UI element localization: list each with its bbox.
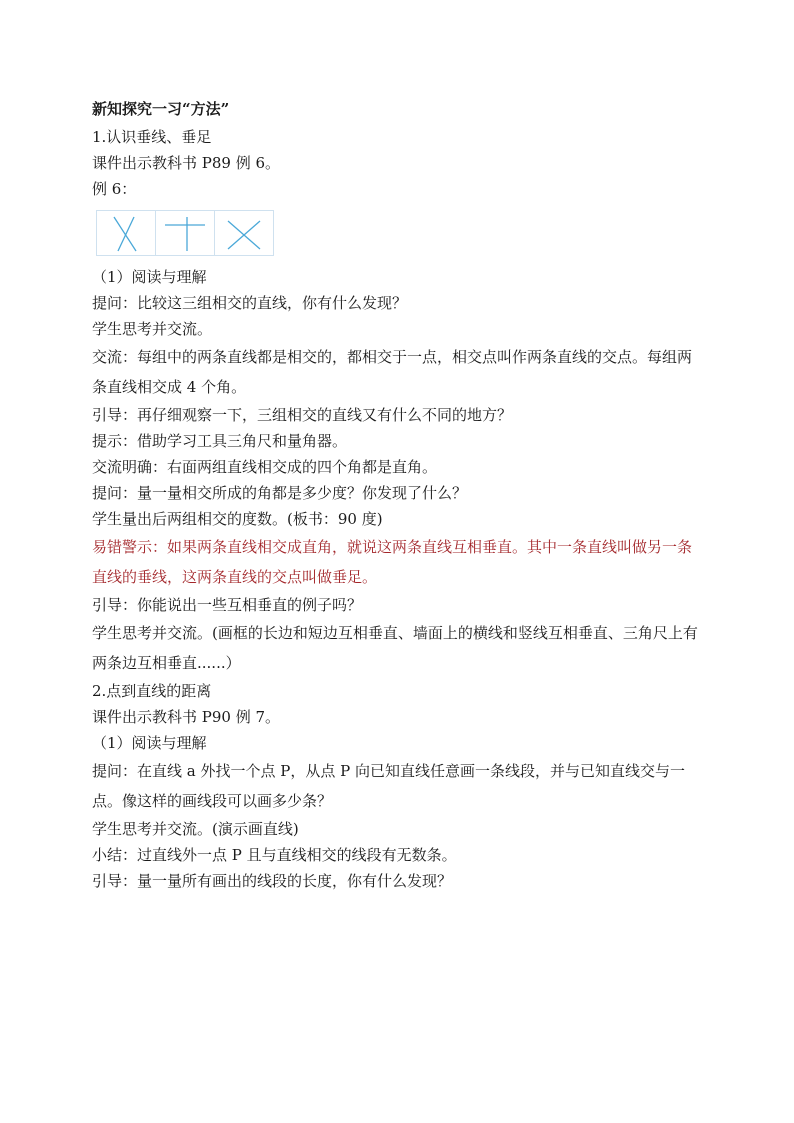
- text-line-18: 课件出示教科书 P90 例 7。: [92, 708, 281, 726]
- figure-cell-intersecting-lines-oblique: [96, 210, 156, 256]
- text-line-14: 易错警示：如果两条直线相交成直角，就说这两条直线互相垂直。其中一条直线叫做另一条直线的垂线，这两条直线的交点叫做垂足。: [92, 538, 693, 586]
- text-line-2: 课件出示教科书 P89 例 6。: [92, 154, 281, 172]
- text-line-11: 交流明确：右面两组直线相交成的四个角都是直角。: [92, 458, 438, 476]
- figure-cell-intersecting-lines-perpendicular-upright: [155, 210, 215, 256]
- text-line-12: 提问：量一量相交所成的角都是多少度？你发现了什么？: [92, 484, 468, 502]
- intersecting-lines-oblique-icon: [104, 213, 148, 253]
- text-line-23: 引导：量一量所有画出的线段的长度，你有什么发现？: [92, 872, 453, 890]
- text-line-21: 学生思考并交流。(演示画直线): [92, 820, 299, 838]
- text-line-19: （1）阅读与理解: [92, 734, 207, 752]
- text-line-22: 小结：过直线外一点 P 且与直线相交的线段有无数条。: [92, 846, 457, 864]
- text-line-5: （1）阅读与理解: [92, 268, 207, 286]
- text-line-9: 引导：再仔细观察一下，三组相交的直线又有什么不同的地方？: [92, 406, 513, 424]
- text-line-6: 提问：比较这三组相交的直线，你有什么发现？: [92, 294, 408, 312]
- document-body: [92, 96, 704, 894]
- text-line-20: 提问：在直线 a 外找一个点 P，从点 P 向已知直线任意画一条线段，并与已知直线交与一点。像这样的画线段可以画多少条？: [92, 762, 685, 810]
- text-line-8: 交流：每组中的两条直线都是相交的，都相交于一点，相交点叫作两条直线的交点。每组两条直线相交成 4 个角。: [92, 348, 693, 396]
- text-line-1: 1.认识垂线、垂足: [92, 128, 212, 146]
- example-figure-row: [96, 210, 704, 256]
- intersecting-lines-perpendicular-upright-icon: [163, 213, 207, 253]
- text-line-15: 引导：你能说出一些互相垂直的例子吗？: [92, 596, 363, 614]
- text-line-10: 提示：借助学习工具三角尺和量角器。: [92, 432, 348, 450]
- text-line-3: 例 6：: [92, 180, 137, 198]
- text-line-16: 学生思考并交流。(画框的长边和短边互相垂直、墙面上的横线和竖线互相垂直、三角尺上有两条边互相垂直......）: [92, 624, 698, 672]
- figure-cell-intersecting-lines-perpendicular-tilted: [214, 210, 274, 256]
- text-line-7: 学生思考并交流。: [92, 320, 213, 338]
- text-line-13: 学生量出后两组相交的度数。(板书：90 度): [92, 510, 383, 528]
- text-line-17: 2.点到直线的距离: [92, 682, 212, 700]
- intersecting-lines-perpendicular-tilted-icon: [222, 213, 266, 253]
- text-line-0: 新知探究一习“方法”: [92, 100, 230, 118]
